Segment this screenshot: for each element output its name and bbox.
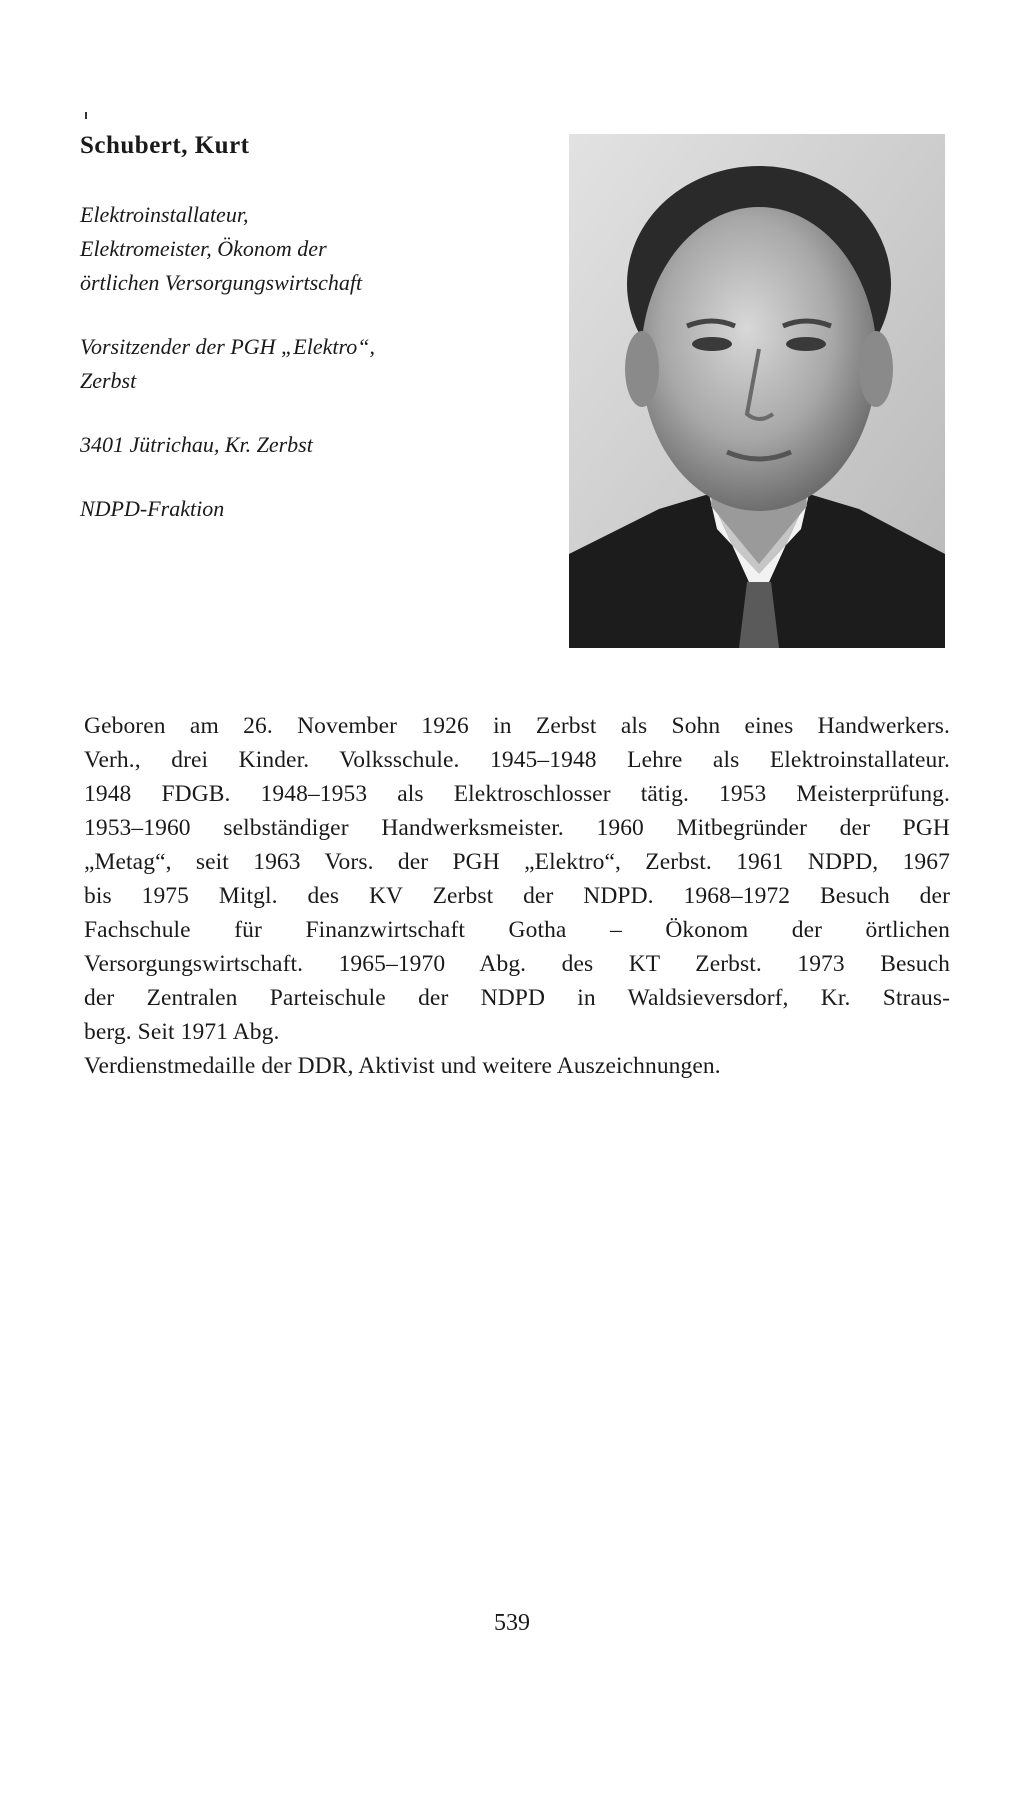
occupation-line: Elektroinstallateur, <box>80 202 249 227</box>
bio-line: Geboren am 26. November 1926 in Zerbst als Sohn eines Handwerkers. <box>84 713 950 739</box>
bio-line: Verh., drei Kinder. Volksschule. 1945–1948 Lehre als Elektroinstallateur. <box>84 747 950 773</box>
awards-line: Verdienstmedaille der DDR, Aktivist und weitere Auszeichnungen. <box>84 1053 721 1079</box>
position-block <box>80 330 550 398</box>
portrait-image <box>569 134 945 648</box>
bio-line: Fachschule für Finanzwirtschaft Gotha – Ökonom der örtlichen <box>84 917 950 943</box>
bio-line: der Zentralen Parteischule der NDPD in Waldsieversdorf, Kr. Straus- <box>84 985 950 1011</box>
occupation-line: örtlichen Versorgungswirtschaft <box>80 270 363 295</box>
person-name: Schubert, Kurt <box>80 132 250 159</box>
faction: NDPD-Fraktion <box>80 496 225 521</box>
address: 3401 Jütrichau, Kr. Zerbst <box>80 432 313 457</box>
entry-header <box>80 132 550 556</box>
faction-block <box>80 492 550 526</box>
bio-line: berg. Seit 1971 Abg. <box>84 1019 280 1045</box>
position-line: Vorsitzender der PGH „Elektro“, <box>80 334 375 359</box>
bio-line: Versorgungswirtschaft. 1965–1970 Abg. des KT Zerbst. 1973 Besuch <box>84 951 950 977</box>
page-number: 539 <box>494 1610 530 1636</box>
portrait-photo <box>569 134 945 648</box>
bio-line: „Metag“, seit 1963 Vors. der PGH „Elektro“, Zerbst. 1961 NDPD, 1967 <box>84 849 950 875</box>
bio-line: 1948 FDGB. 1948–1953 als Elektroschlosser tätig. 1953 Meisterprüfung. <box>84 781 950 807</box>
occupation-block <box>80 198 550 300</box>
position-line: Zerbst <box>80 368 137 393</box>
address-block <box>80 428 550 462</box>
margin-mark <box>85 112 87 119</box>
bio-line: bis 1975 Mitgl. des KV Zerbst der NDPD. 1968–1972 Besuch der <box>84 883 950 909</box>
occupation-line: Elektromeister, Ökonom der <box>80 236 327 261</box>
biography-text <box>84 709 950 1083</box>
bio-line: 1953–1960 selbständiger Handwerksmeister. 1960 Mitbegründer der PGH <box>84 815 950 841</box>
